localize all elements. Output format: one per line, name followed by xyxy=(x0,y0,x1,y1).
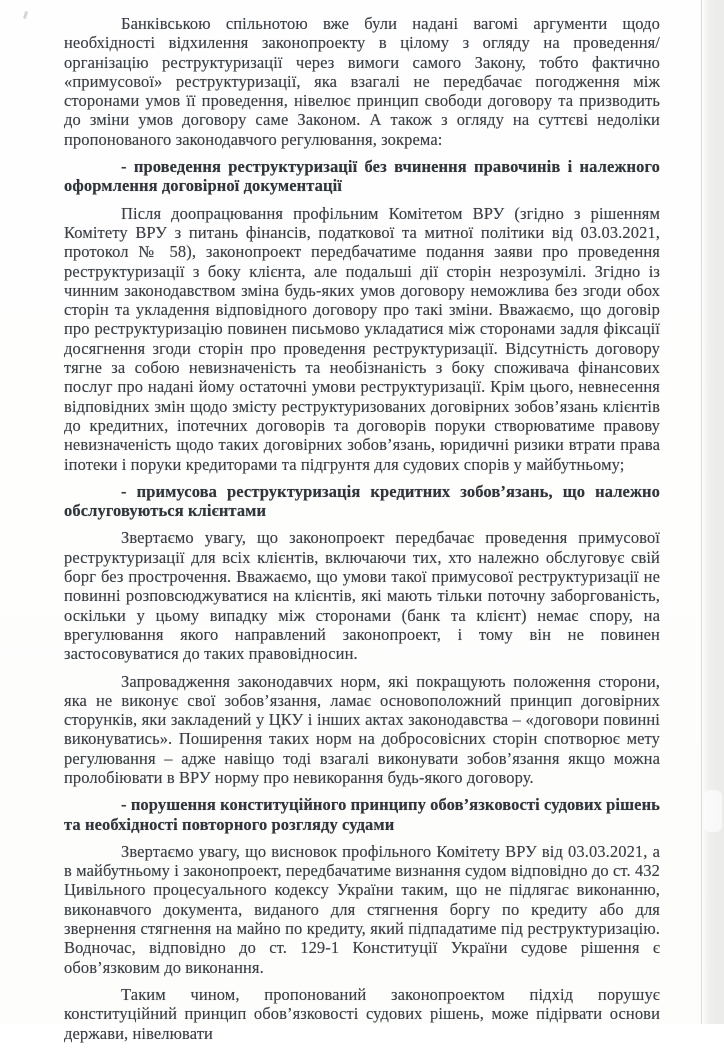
paragraph-conclusion: Таким чином, пропонований законопроектом підхід порушує конституційний принцип обов’язковості судових рішень, може підірвати основи держави, нівелювати xyxy=(64,984,660,1043)
scan-edge-right xyxy=(701,0,724,1024)
document-body xyxy=(64,14,660,1051)
section-heading-forced-restructuring: - примусова реструктуризація кредитних зобов’язань, що належно обслуговуються клієнтами xyxy=(64,481,660,521)
scan-speck-artifact xyxy=(23,11,28,20)
paragraph-intro: Банківською спільнотою вже були надані вагомі аргументи щодо необхідності відхилення законопроекту в цілому з огляду на проведення/організацію реструктуризації через вимоги самого Закону, тобто фактично «примусової» реструктуризації, яка взагалі не передбачає погодження між сторонами умов її проведення, нівелює принцип свободи договору та призводить до зміни умов договору саме Законом. А також з огляду на суттєві недоліки пропонованого законодавчого регулювання, зокрема: xyxy=(64,14,660,149)
paragraph-court-decisions: Звертаємо увагу, що висновок профільного Комітету ВРУ від 03.03.2021, а в майбутньому і законопроект, передбачатиме визнання судом відповідно до ст. 432 Цивільного процесуального кодексу України таким, що не підлягає виконанню, виконавчого документа, виданого для стягнення боргу по кредиту або для звернення стягнення на майно по кредиту, який підпадатиме під реструктуризацію. Водночас, відповідно до ст. 129-1 Конституції України судове рішення є обов’язковим до виконання. xyxy=(64,841,660,977)
section-heading-constitutional-violation: - порушення конституційного принципу обов’язковості судових рішень та необхідності повторного розгляду судами xyxy=(64,795,660,834)
scan-edge-light-patch xyxy=(704,790,722,832)
section-heading-no-contracts: - проведення реструктуризації без вчинення правочинів і належного оформлення договірної документації xyxy=(64,157,660,196)
paragraph-forced-restructuring-detail: Звертаємо увагу, що законопроект передбачає проведення примусової реструктуризації для всіх клієнтів, включаючи тих, хто належно обслуговує свій борг без прострочення. Вважаємо, що умови такої примусової реструктуризації не повинні розповсюджуватися на клієнтів, які мають тільки поточну заборгованість, оскільки у цьому випадку між сторонами (банк та клієнт) немає спору, на врегулювання якого направлений законопроект, і тому він не повинен застосовуватися до таких правовідносин. xyxy=(64,528,660,664)
paragraph-legislative-norms: Запровадження законодавчих норм, які покращують положення сторони, яка не виконує свої зобов’язання, ламає основоположний принцип договірних сторунків, яки закладений у ЦКУ і інших актах законодавства – «договори повинні виконуватись». Поширення таких норм на добросовісних сторін спотворює мету регулювання – адже навіщо тоді взагалі виконувати зобов’язання якщо можна пролобіювати в ВРУ норму про невикорання будь-якого договору. xyxy=(64,671,660,787)
paragraph-committee-revision: Після доопрацювання профільним Комітетом ВРУ (згідно з рішенням Комітету ВРУ з питань фінансів, податкової та митної політики від 03.03.2021, протокол № 58), законопроект передбачатиме подання заяви про проведення реструктуризації з боку клієнта, але подальші дії сторін незрозумілі. Згідно із чинним законодавством зміна будь-яких умов договору неможлива без згоди обох сторін та укладення відповідного договору про такі зміни. Вважаємо, що договір про реструктуризацію повинен письмово укладатися між сторонами задля фіксації досягнення згоди сторін про проведення реструктуризації. Відсутність договору тягне за собою невизначеність та необізнаність з боку споживача фінансових послуг про надані йому остаточні умови реструктуризації. Крім цього, невнесення відповідних змін щодо змісту реструктуризованих договірних зобов’язань клієнтів до кредитних, іпотечних договорів та договорів поруки створюватиме правову невизначеність щодо таких договірних зобов’язань, юридичні ризики втрати права іпотеки і поруки кредиторами та підгрунтя для судових спорів у майбутньому; xyxy=(64,203,660,474)
